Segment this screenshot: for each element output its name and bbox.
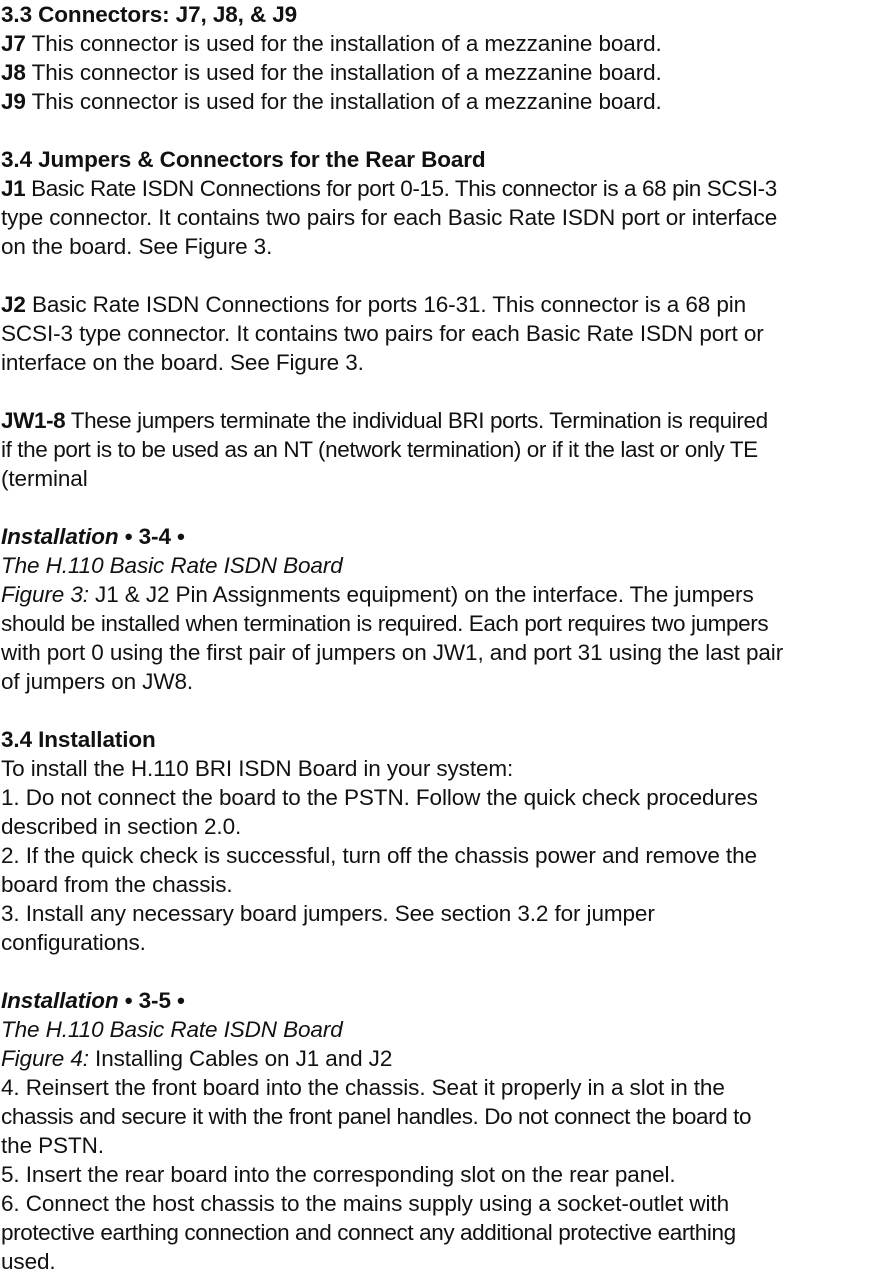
connector-j9 — [1, 87, 896, 116]
footer-book-title: The H.110 Basic Rate ISDN Board — [1, 1017, 343, 1042]
running-footer — [1, 522, 896, 551]
connector-label: J2 — [1, 292, 26, 317]
list-item: board from the chassis. — [1, 872, 233, 897]
footer-page-number: • 3-4 • — [118, 524, 185, 549]
connector-text: This connector is used for the installation of a mezzanine board. — [25, 60, 662, 85]
connector-j7 — [1, 29, 896, 58]
spacer — [1, 116, 896, 145]
paragraph-line: if the port is to be used as an NT (network termination) or if it the last or only TE — [1, 437, 758, 462]
spacer — [1, 261, 896, 290]
spacer — [1, 957, 896, 986]
paragraph-line: SCSI-3 type connector. It contains two pairs for each Basic Rate ISDN port or — [1, 321, 764, 346]
list-item: 1. Do not connect the board to the PSTN. Follow the quick check procedures — [1, 785, 758, 810]
figure-label: Figure 4: — [1, 1046, 89, 1071]
figure-caption — [1, 1044, 896, 1073]
figure-text: J1 & J2 Pin Assignments equipment) on the interface. The jumpers — [88, 582, 754, 607]
paragraph-text: Basic Rate ISDN Connections for ports 16-31. This connector is a 68 pin — [25, 292, 747, 317]
list-item: chassis and secure it with the front panel handles. Do not connect the board to — [1, 1104, 752, 1129]
connector-text: This connector is used for the installation of a mezzanine board. — [25, 89, 662, 114]
paragraph-line: of jumpers on JW8. — [1, 669, 194, 694]
paragraph-line: should be installed when termination is required. Each port requires two jumpers — [1, 611, 769, 636]
paragraph-line: type connector. It contains two pairs for each Basic Rate ISDN port or interface — [1, 205, 778, 230]
list-item: described in section 2.0. — [1, 814, 242, 839]
figure-caption — [1, 580, 896, 609]
paragraph-line: with port 0 using the first pair of jumpers on JW1, and port 31 using the last pair — [1, 640, 784, 665]
section-3-4-rear — [1, 145, 896, 493]
figure-label: Figure 3: — [1, 582, 89, 607]
section-3-4-installation — [1, 725, 896, 957]
list-item: 4. Reinsert the front board into the chassis. Seat it properly in a slot in the — [1, 1075, 725, 1100]
paragraph-line: interface on the board. See Figure 3. — [1, 350, 364, 375]
footer-section: Installation — [1, 988, 119, 1013]
connector-j8 — [1, 58, 896, 87]
section-heading: 3.3 Connectors: J7, J8, & J9 — [1, 2, 298, 27]
paragraph-line — [1, 290, 896, 319]
spacer — [1, 696, 896, 725]
paragraph-line: To install the H.110 BRI ISDN Board in your system: — [1, 756, 514, 781]
list-item: 3. Install any necessary board jumpers. See section 3.2 for jumper — [1, 901, 655, 926]
paragraph-text: Basic Rate ISDN Connections for port 0-15. This connector is a 68 pin SCSI-3 — [25, 176, 777, 201]
paragraph-line — [1, 406, 896, 435]
paragraph-line: on the board. See Figure 3. — [1, 234, 273, 259]
footer-page-number: • 3-5 • — [118, 988, 185, 1013]
paragraph-line: (terminal — [1, 466, 88, 491]
list-item: used. — [1, 1249, 56, 1274]
page-footer-3-4 — [1, 522, 896, 696]
connector-text: This connector is used for the installation of a mezzanine board. — [25, 31, 662, 56]
running-footer — [1, 986, 896, 1015]
connector-label: J1 — [1, 176, 26, 201]
list-item: 5. Insert the rear board into the corresponding slot on the rear panel. — [1, 1162, 676, 1187]
footer-book-title: The H.110 Basic Rate ISDN Board — [1, 553, 343, 578]
spacer — [1, 493, 896, 522]
list-item: the PSTN. — [1, 1133, 104, 1158]
connector-label: J9 — [1, 89, 26, 114]
connector-label: J7 — [1, 31, 26, 56]
paragraph-text: These jumpers terminate the individual BRI ports. Termination is required — [65, 408, 768, 433]
section-heading: 3.4 Installation — [1, 727, 156, 752]
figure-text: Installing Cables on J1 and J2 — [88, 1046, 393, 1071]
page-footer-3-5 — [1, 986, 896, 1276]
section-3-3 — [1, 0, 896, 116]
spacer — [1, 377, 896, 406]
footer-section: Installation — [1, 524, 119, 549]
list-item: protective earthing connection and connect any additional protective earthing — [1, 1220, 736, 1245]
section-heading: 3.4 Jumpers & Connectors for the Rear Board — [1, 147, 486, 172]
paragraph-line — [1, 174, 896, 203]
jumper-label: JW1-8 — [1, 408, 66, 433]
list-item: 6. Connect the host chassis to the mains supply using a socket-outlet with — [1, 1191, 729, 1216]
connector-label: J8 — [1, 60, 26, 85]
list-item: configurations. — [1, 930, 146, 955]
list-item: 2. If the quick check is successful, turn off the chassis power and remove the — [1, 843, 757, 868]
